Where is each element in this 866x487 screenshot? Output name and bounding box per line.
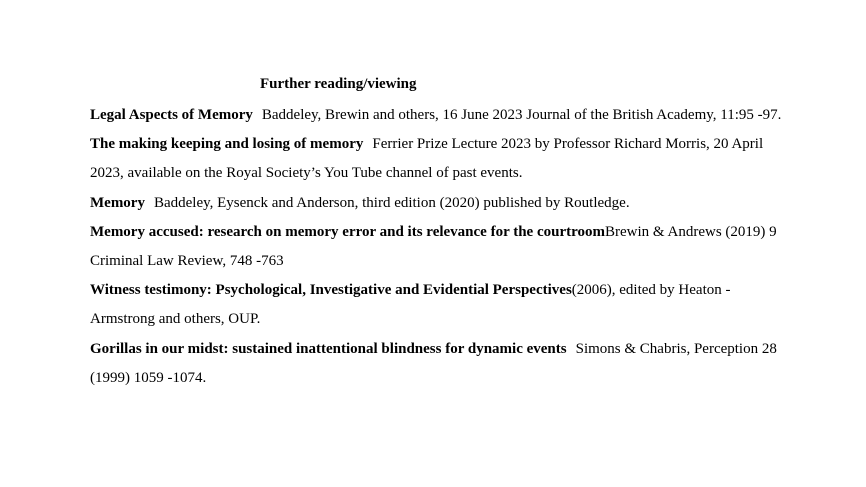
reference-title: Gorillas in our midst: sustained inattentional blindness for dynamic events [90,340,567,357]
reference-item [90,101,790,130]
reference-details: Brewin & Andrews (2019) 9 Criminal Law Review, 748 -763 [90,223,777,270]
reference-item [90,218,790,276]
reference-details: Simons & Chabris, Perception 28 (1999) 1059 -1074. [90,340,777,386]
reference-list [90,101,790,393]
reference-item [90,335,790,393]
reference-item [90,276,790,334]
reference-title: Legal Aspects of Memory [90,107,253,123]
reference-item [90,130,790,188]
reference-item [90,189,790,218]
section-heading: Further reading/viewing [260,76,417,92]
reference-details: Baddeley, Brewin and others, 16 June 2023 Journal of the British Academy, 11:95 -97. [261,107,782,123]
reference-details: Baddeley, Eysenck and Anderson, third edition (2020) published by Routledge. [153,194,630,211]
reference-title: Witness testimony: Psychological, Investigative and Evidential Perspectives [90,282,572,299]
reference-title: Memory [90,194,145,211]
reference-title: The making keeping and losing of memory [90,136,364,153]
reference-title: Memory accused: research on memory error and its relevance for the courtroom [90,223,605,240]
reference-details: (2006), edited by Heaton - Armstrong and others, OUP. [90,282,731,328]
reference-details: Ferrier Prize Lecture 2023 by Professor Richard Morris, 20 April 2023, available on the Royal Society’s You Tube channel of past events. [90,136,764,182]
